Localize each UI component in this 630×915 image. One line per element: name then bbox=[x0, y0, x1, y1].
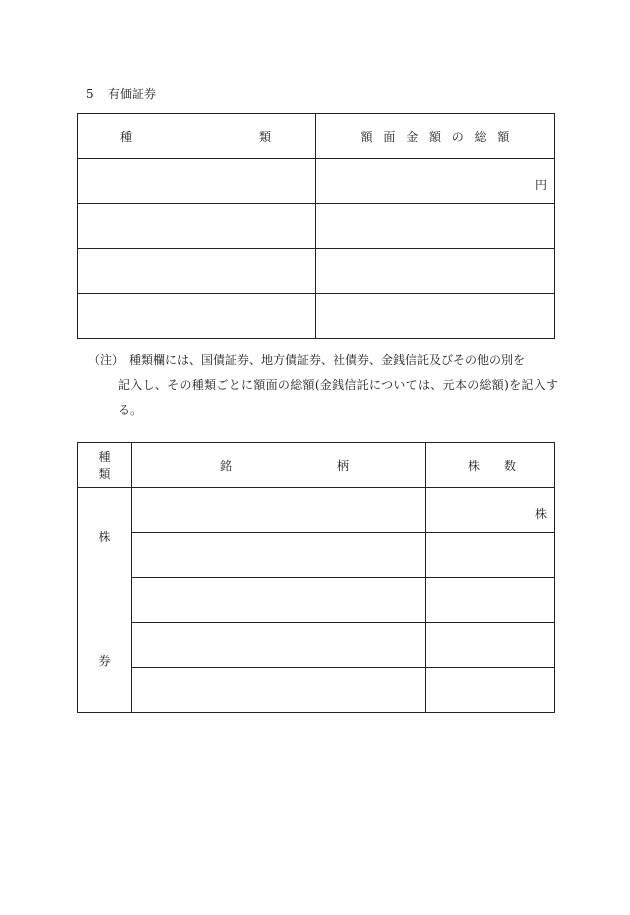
kind-cell[interactable] bbox=[78, 204, 316, 249]
brand-cell[interactable] bbox=[132, 668, 426, 713]
header-brand bbox=[132, 443, 426, 488]
table-row bbox=[78, 578, 555, 623]
header-kind-left: 種 bbox=[120, 129, 133, 144]
section-number: 5 bbox=[86, 87, 94, 101]
shares-table bbox=[77, 442, 555, 713]
brand-cell[interactable] bbox=[132, 623, 426, 668]
header-count-right: 数 bbox=[503, 458, 516, 473]
header-total bbox=[316, 114, 555, 159]
table-row bbox=[78, 159, 555, 204]
header-kind bbox=[78, 114, 316, 159]
table-row bbox=[78, 249, 555, 294]
section-title-text: 有価証券 bbox=[108, 87, 157, 101]
table-row bbox=[78, 488, 555, 533]
table-row bbox=[78, 204, 555, 249]
table-header-row bbox=[78, 114, 555, 159]
amount-cell[interactable] bbox=[316, 204, 555, 249]
header-type-text: 種類 bbox=[98, 450, 122, 481]
header-type bbox=[78, 443, 132, 488]
amount-cell[interactable] bbox=[316, 294, 555, 339]
kind-cell[interactable] bbox=[78, 159, 316, 204]
table-row bbox=[78, 623, 555, 668]
header-brand-left: 銘 bbox=[220, 458, 233, 473]
table-row bbox=[78, 294, 555, 339]
count-cell[interactable] bbox=[426, 533, 555, 578]
header-count bbox=[426, 443, 555, 488]
type-top-char: 株 bbox=[98, 530, 111, 544]
type-cell bbox=[78, 488, 132, 713]
table-header-row bbox=[78, 443, 555, 488]
amount-cell[interactable] bbox=[316, 159, 555, 204]
table-row bbox=[78, 668, 555, 713]
kind-cell[interactable] bbox=[78, 249, 316, 294]
count-cell[interactable] bbox=[426, 578, 555, 623]
header-brand-right: 柄 bbox=[336, 458, 349, 473]
header-kind-right: 類 bbox=[258, 129, 271, 144]
note-line-1: 種類欄には、国債証券、地方債証券、社債券、金銭信託及びその他の別を bbox=[129, 353, 526, 367]
type-bottom-char: 券 bbox=[98, 654, 111, 668]
table-row bbox=[78, 533, 555, 578]
count-cell[interactable] bbox=[426, 623, 555, 668]
brand-cell[interactable] bbox=[132, 578, 426, 623]
brand-cell[interactable] bbox=[132, 488, 426, 533]
header-total-text: 額面金額の総額 bbox=[360, 129, 521, 144]
brand-cell[interactable] bbox=[132, 533, 426, 578]
yen-unit: 円 bbox=[534, 178, 547, 192]
header-count-left: 株 bbox=[468, 458, 481, 473]
note-label: （注） bbox=[88, 353, 125, 367]
shares-unit: 株 bbox=[534, 507, 547, 521]
section-title bbox=[86, 86, 156, 102]
note-continuation: 記入し、その種類ごとに額面の総額(金銭信託については、元本の総額)を記入する。 bbox=[118, 378, 558, 417]
count-cell[interactable] bbox=[426, 668, 555, 713]
securities-table bbox=[77, 113, 555, 339]
count-cell[interactable] bbox=[426, 488, 555, 533]
amount-cell[interactable] bbox=[316, 249, 555, 294]
kind-cell[interactable] bbox=[78, 294, 316, 339]
